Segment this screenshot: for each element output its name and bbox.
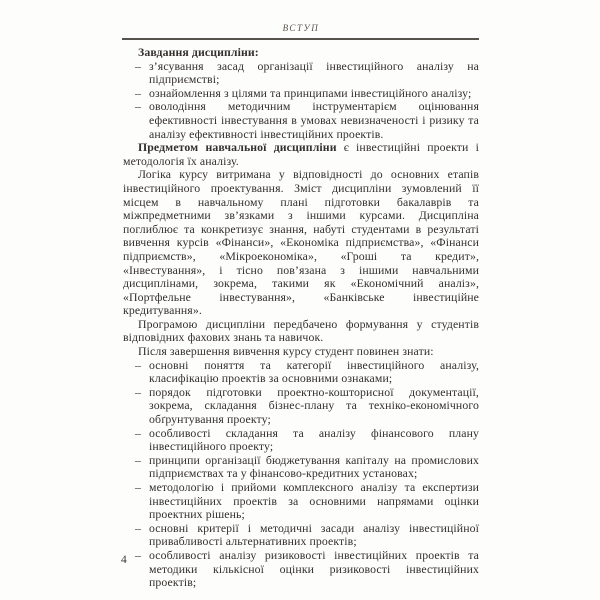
list-item [123, 60, 479, 87]
list-item-text: особливості складання та аналізу фінансового плану інвестиційного проекту; [149, 425, 479, 454]
list-item-text: основні критерії і методичні засади аналізу інвестиційної привабливості альтернативних проектів; [149, 520, 479, 549]
subject-paragraph [123, 141, 479, 168]
list-item [123, 549, 479, 590]
list-item-text: порядок підготовки проектно-кошторисної документації, зокрема, складання бізнес-плану та техніко-економічного обґрунтування проекту; [149, 384, 479, 427]
list-item [123, 454, 479, 481]
list-item-text: з’ясування засад організації інвестиційного аналізу на підприємстві; [149, 58, 479, 87]
tasks-list [123, 60, 479, 142]
tasks-heading: Завдання дисципліни: [138, 45, 259, 59]
dash-marker: – [135, 99, 141, 114]
running-head: ВСТУП [282, 23, 320, 33]
list-item [123, 386, 479, 427]
dash-marker: – [135, 520, 141, 535]
list-item [123, 481, 479, 522]
dash-marker: – [135, 85, 141, 100]
dash-marker: – [135, 58, 141, 73]
list-item-text: ознайомлення з цілями та принципами інвестиційного аналізу; [149, 85, 472, 100]
header-rule [122, 38, 479, 40]
page-number: 4 [121, 554, 127, 566]
know-intro: Після завершення вивчення курсу студент повинен знати: [138, 344, 434, 359]
dash-marker: – [135, 547, 141, 562]
list-item [123, 427, 479, 454]
list-item-text: методологію і прийоми комплексного аналізу та експертизи інвестиційних проектів за основними напрямами оцінки проектних рішень; [149, 480, 479, 522]
dash-marker: – [135, 357, 141, 372]
page-content [123, 46, 479, 590]
list-item [123, 100, 479, 141]
know-list [123, 359, 479, 590]
dash-marker: – [135, 480, 141, 494]
list-item [123, 359, 479, 386]
dash-marker: – [135, 452, 141, 467]
logic-paragraph: Логіка курсу витримана у відповідності до основних етапів інвестиційного проектування. Зміст дисципліни зумовлений її місцем в навчальному плані підготовки бакалаврів та міжпредметними зв’язками з іншими курсами. Дисципліна поглиблює та конкретизує знання, набуті студентами в результаті вивчення курсів «Фінанси», «Економіка підприємства», «Фінанси підприємств», «Мікроекономіка», «Гроші та кредит», «Інвестування», і тісно пов’язана з іншими навчальними дисциплінами, зокрема, такими як «Економічний аналіз», «Портфельне інвестування», «Банківське інвестиційне кредитування». [123, 167, 479, 318]
subject-rest: є інвестиційні проекти і методологія їх аналізу. [123, 140, 479, 168]
dash-marker: – [135, 384, 141, 399]
list-item-text: основні поняття та категорії інвестиційного аналізу, класифікацію проектів за основними ознаками; [149, 357, 479, 386]
list-item-text: оволодіння методичним інструментарієм оцінювання ефективності інвестування в умовах невизначеності і ризику та аналізу ефективності інвестиційних проектів. [149, 99, 479, 141]
list-item-text: особливості аналізу ризиковості інвестиційних проектів та методики кількісної оцінки ризиковості інвестиційних проектів; [149, 547, 479, 590]
list-item [123, 87, 479, 101]
list-item [123, 522, 479, 549]
program-paragraph: Програмою дисципліни передбачено формування у студентів відповідних фахових знань та навичок. [123, 316, 479, 345]
list-item-text: принципи організації бюджетування капіталу на промислових підприємствах та у фінансово-кредитних установах; [149, 452, 479, 481]
subject-lead-in: Предметом навчальної дисципліни [138, 140, 337, 155]
dash-marker: – [135, 425, 141, 440]
